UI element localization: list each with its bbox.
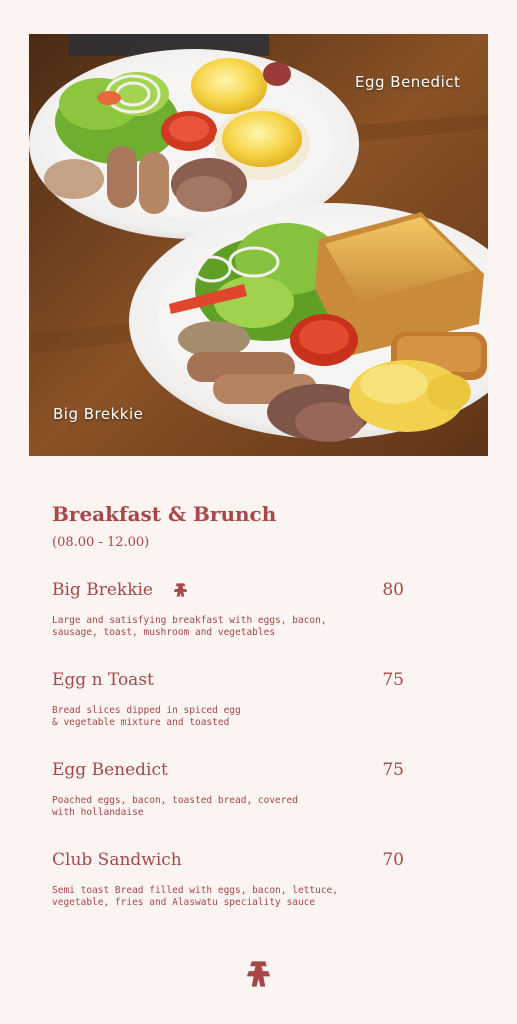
brand-logo-icon	[171, 582, 190, 598]
item-price: 75	[382, 760, 404, 780]
menu-item-egg-n-toast	[52, 668, 404, 729]
menu-item-egg-benedict	[52, 758, 404, 819]
item-name: Big Brekkie	[52, 580, 153, 600]
item-name: Egg n Toast	[52, 670, 154, 690]
item-description: Bread slices dipped in spiced egg & vegetable mixture and toasted	[52, 705, 241, 728]
item-name: Egg Benedict	[52, 760, 168, 780]
item-description: Large and satisfying breakfast with eggs, bacon, sausage, toast, mushroom and vegetables	[52, 615, 327, 638]
item-name: Club Sandwich	[52, 850, 182, 870]
item-price: 75	[382, 670, 404, 690]
menu-item-big-brekkie	[52, 578, 404, 639]
section-title: Breakfast & Brunch	[52, 502, 277, 526]
item-price: 80	[382, 580, 404, 600]
brand-logo-icon	[241, 960, 276, 988]
item-description: Semi toast Bread filled with eggs, bacon, lettuce, vegetable, fries and Alaswatu speciality sauce	[52, 885, 338, 908]
section-hours: (08.00 - 12.00)	[52, 535, 150, 550]
menu-item-club-sandwich	[52, 848, 404, 909]
item-price: 70	[382, 850, 404, 870]
food-photo-illustration	[29, 34, 488, 456]
photo-caption-egg-benedict: Egg Benedict	[355, 73, 461, 91]
hero-photo	[29, 34, 488, 456]
item-description: Poached eggs, bacon, toasted bread, covered with hollandaise	[52, 795, 298, 818]
photo-caption-big-brekkie: Big Brekkie	[53, 405, 144, 423]
